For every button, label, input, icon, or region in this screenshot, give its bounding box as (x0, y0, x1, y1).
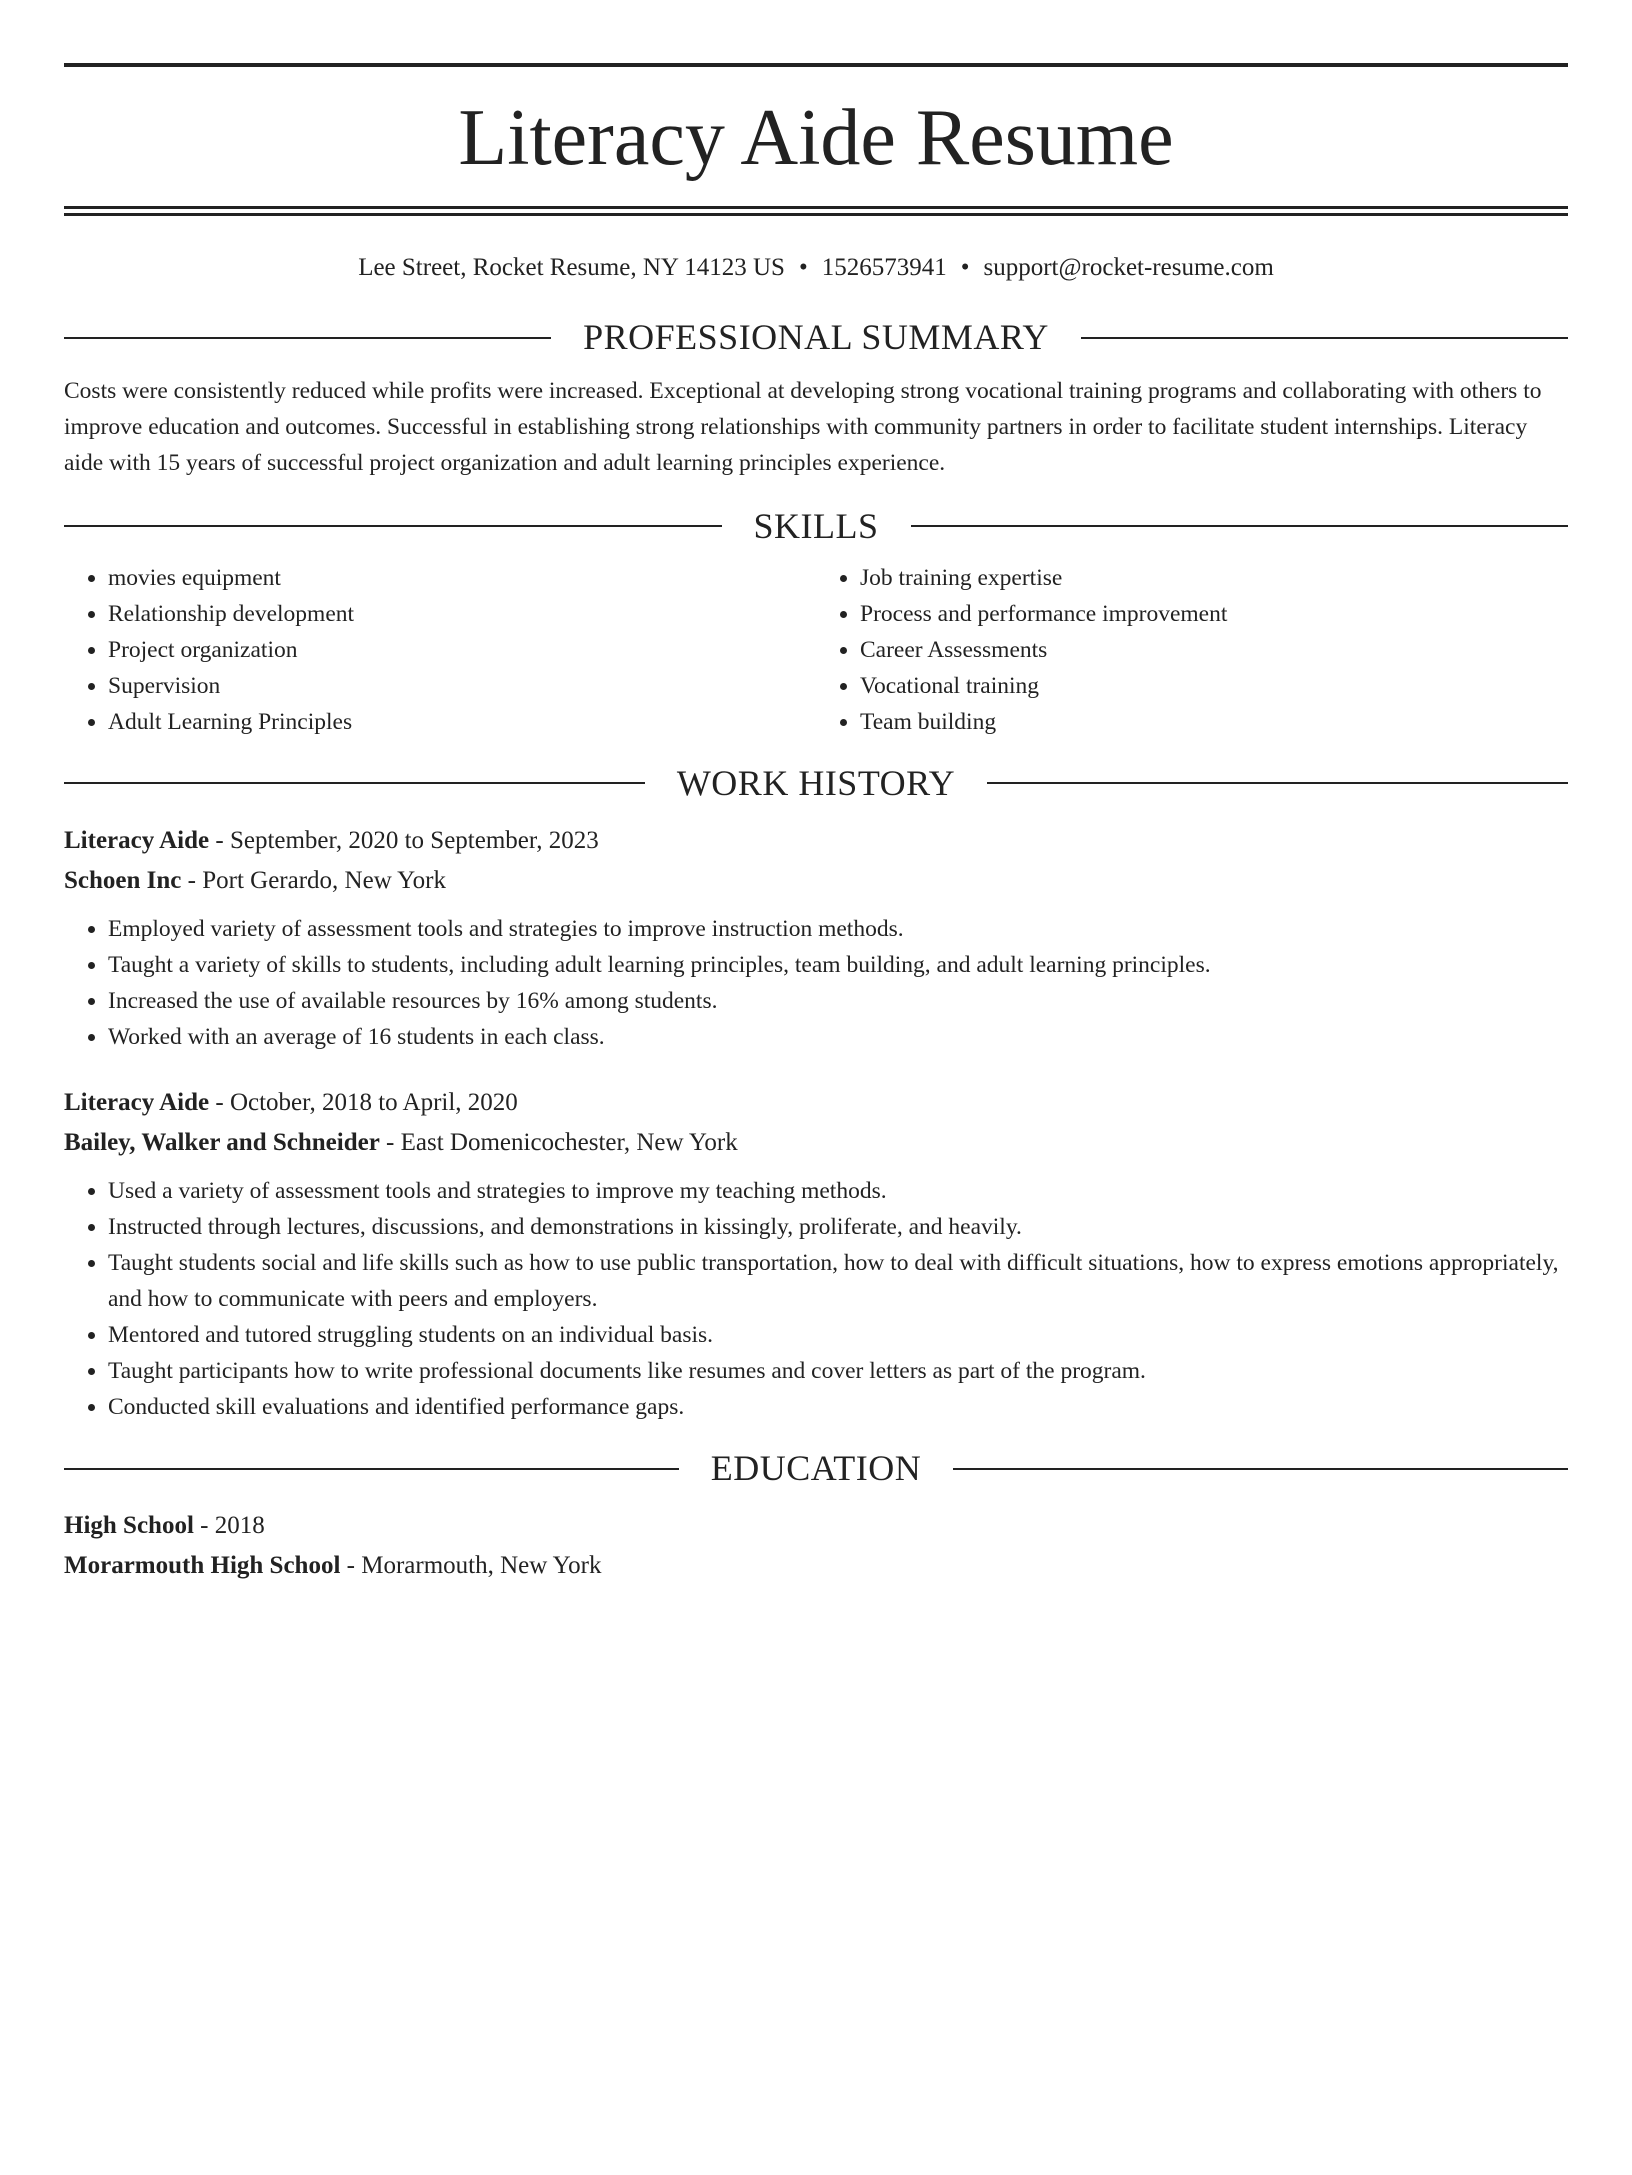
job-bullet: • Taught participants how to write professional documents like resumes and cover letters as part of the program. (108, 1353, 1568, 1389)
job-bullet: • Employed variety of assessment tools and strategies to improve instruction methods. (108, 911, 1568, 947)
dash: - (209, 1089, 230, 1117)
job-bullets (64, 911, 1568, 1055)
job-title-line (64, 821, 1568, 861)
heading-rule-right (987, 782, 1568, 784)
job-dates: September, 2020 to September, 2023 (229, 827, 599, 855)
skill-item: • Career Assessments (860, 632, 1568, 668)
job-bullet: • Taught a variety of skills to students, including adult learning principles, team building, and adult learning principles. (108, 947, 1568, 983)
education-heading (64, 1447, 1568, 1490)
job-bullets (64, 1173, 1568, 1425)
heading-rule-right (953, 1468, 1568, 1470)
skills-list (64, 560, 1568, 740)
job-bullet: • Worked with an average of 16 students in each class. (108, 1019, 1568, 1055)
job-bullet: • Mentored and tutored struggling students on an individual basis. (108, 1317, 1568, 1353)
skill-item: • Process and performance improvement (860, 596, 1568, 632)
resume-page (0, 63, 1632, 2175)
education-degree: High School (64, 1512, 194, 1540)
job-dates: October, 2018 to April, 2020 (229, 1089, 518, 1117)
heading-rule-left (64, 1468, 679, 1470)
education-heading-label: EDUCATION (710, 1448, 922, 1489)
skills-heading-label: SKILLS (753, 505, 879, 546)
contact-separator: • (960, 254, 970, 281)
job-location: Port Gerardo, New York (202, 867, 446, 895)
contact-line (64, 253, 1568, 283)
skills-column-right (816, 560, 1568, 740)
education-school-line (64, 1546, 1568, 1586)
heading-rule-right (911, 525, 1569, 527)
skill-item: • Vocational training (860, 668, 1568, 704)
top-rule (64, 63, 1568, 67)
heading-rule-left (64, 782, 645, 784)
job-entry (64, 821, 1568, 1055)
job-title: Literacy Aide (64, 1089, 210, 1117)
contact-separator: • (798, 254, 808, 281)
contact-email: support@rocket-resume.com (983, 254, 1274, 281)
skills-column-left (64, 560, 816, 740)
dash: - (193, 1512, 215, 1540)
skill-item: • Adult Learning Principles (108, 704, 816, 740)
resume-title: Literacy Aide Resume (458, 94, 1174, 182)
heading-rule-right (1081, 337, 1568, 339)
skill-item: • Job training expertise (860, 560, 1568, 596)
job-company-line (64, 861, 1568, 901)
job-bullet: • Used a variety of assessment tools and strategies to improve my teaching methods. (108, 1173, 1568, 1209)
dash: - (340, 1552, 362, 1580)
job-location: East Domenicochester, New York (400, 1129, 738, 1157)
job-bullet: • Taught students social and life skills such as how to use public transportation, how to deal with difficult situations, how to express emotions appropriately, and how to communicate with peers and employers. (108, 1245, 1568, 1317)
education-location: Morarmouth, New York (361, 1552, 602, 1580)
contact-phone: 1526573941 (821, 254, 947, 281)
summary-text: Costs were consistently reduced while profits were increased. Exceptional at developing strong vocational training programs and collaborating with others to improve education and outcomes. Successful in establishing strong relationships with community partners in order to facilitate student internships. Literacy aide with 15 years of successful project organization and adult learning principles experience. (64, 378, 1542, 477)
skill-item: • Project organization (108, 632, 816, 668)
skill-item: • Supervision (108, 668, 816, 704)
dash: - (209, 827, 230, 855)
job-bullet: • Conducted skill evaluations and identified performance gaps. (108, 1389, 1568, 1425)
work-heading-label: WORK HISTORY (676, 762, 956, 803)
job-company-line (64, 1123, 1568, 1163)
heading-rule-left (64, 525, 722, 527)
education-year: 2018 (214, 1512, 265, 1540)
skill-item: • Team building (860, 704, 1568, 740)
skill-item: • Relationship development (108, 596, 816, 632)
job-title: Literacy Aide (64, 827, 210, 855)
dash: - (181, 867, 203, 895)
title-double-rule (64, 206, 1568, 216)
summary-heading (64, 316, 1568, 359)
education-degree-line (64, 1506, 1568, 1546)
job-company: Bailey, Walker and Schneider (64, 1129, 380, 1157)
contact-address: Lee Street, Rocket Resume, NY 14123 US (358, 254, 785, 281)
education-entry (64, 1506, 1568, 1586)
work-heading (64, 762, 1568, 805)
heading-rule-left (64, 337, 551, 339)
job-bullet: • Increased the use of available resources by 16% among students. (108, 983, 1568, 1019)
dash: - (379, 1129, 401, 1157)
job-bullet: • Instructed through lectures, discussions, and demonstrations in kissingly, proliferate, and heavily. (108, 1209, 1568, 1245)
job-company: Schoen Inc (64, 867, 182, 895)
skill-item: • movies equipment (108, 560, 816, 596)
skills-heading (64, 505, 1568, 548)
job-entry (64, 1083, 1568, 1425)
education-school: Morarmouth High School (64, 1552, 341, 1580)
job-title-line (64, 1083, 1568, 1123)
summary-heading-label: PROFESSIONAL SUMMARY (583, 317, 1049, 357)
